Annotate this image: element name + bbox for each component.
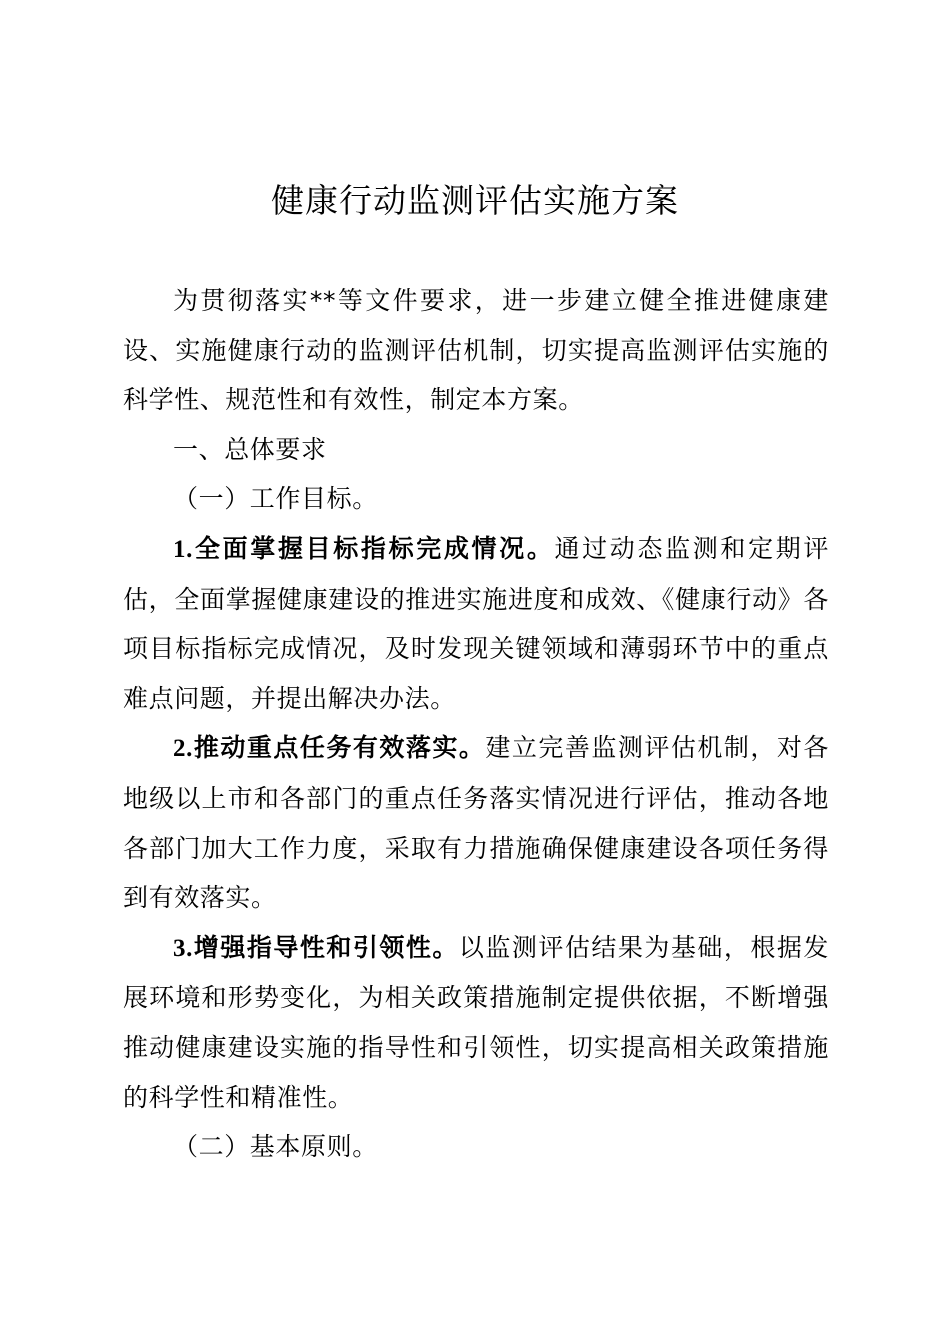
document-title: 健康行动监测评估实施方案: [271, 181, 679, 220]
goal-item-lead: 推动重点任务有效落实。: [192, 733, 486, 763]
goal-item-number: 3.: [173, 934, 193, 962]
subsection-heading-basic-principles: （二）基本原则。: [173, 1132, 378, 1162]
goal-item-2: [123, 723, 829, 922]
intro-paragraph: 为贯彻落实**等文件要求，进一步建立健全推进健康建设、实施健康行动的监测评估机制，切实提高监测评估实施的科学性、规范性和有效性，制定本方案。: [123, 286, 829, 415]
section-heading-overall-requirements: 一、总体要求: [173, 434, 327, 464]
goal-item-lead: 增强指导性和引领性。: [192, 932, 459, 962]
goal-item-1: [123, 524, 829, 723]
subsection-heading-work-goals: （一）工作目标。: [173, 484, 378, 514]
goal-item-number: 2.: [173, 735, 193, 763]
goal-item-text: 以监测评估结果为基础，根据发展环境和形势变化，为相关政策措施制定提供依据，不断增强推动健康建设实施的指导性和引领性，切实提高相关政策措施的科学性和精准性。: [123, 932, 829, 1112]
goal-item-lead: 全面掌握目标指标完成情况。: [192, 533, 555, 563]
goal-item-text: 建立完善监测评估机制，对各地级以上市和各部门的重点任务落实情况进行评估，推动各地各部门加大工作力度，采取有力措施确保健康建设各项任务得到有效落实。: [123, 733, 829, 913]
goal-item-number: 1.: [173, 535, 193, 563]
goal-item-3: [123, 923, 829, 1122]
document-body: [123, 276, 829, 1172]
goal-item-text: 通过动态监测和定期评估，全面掌握健康建设的推进实施进度和成效、《健康行动》各项目标指标完成情况，及时发现关键领域和薄弱环节中的重点难点问题，并提出解决办法。: [123, 533, 829, 713]
